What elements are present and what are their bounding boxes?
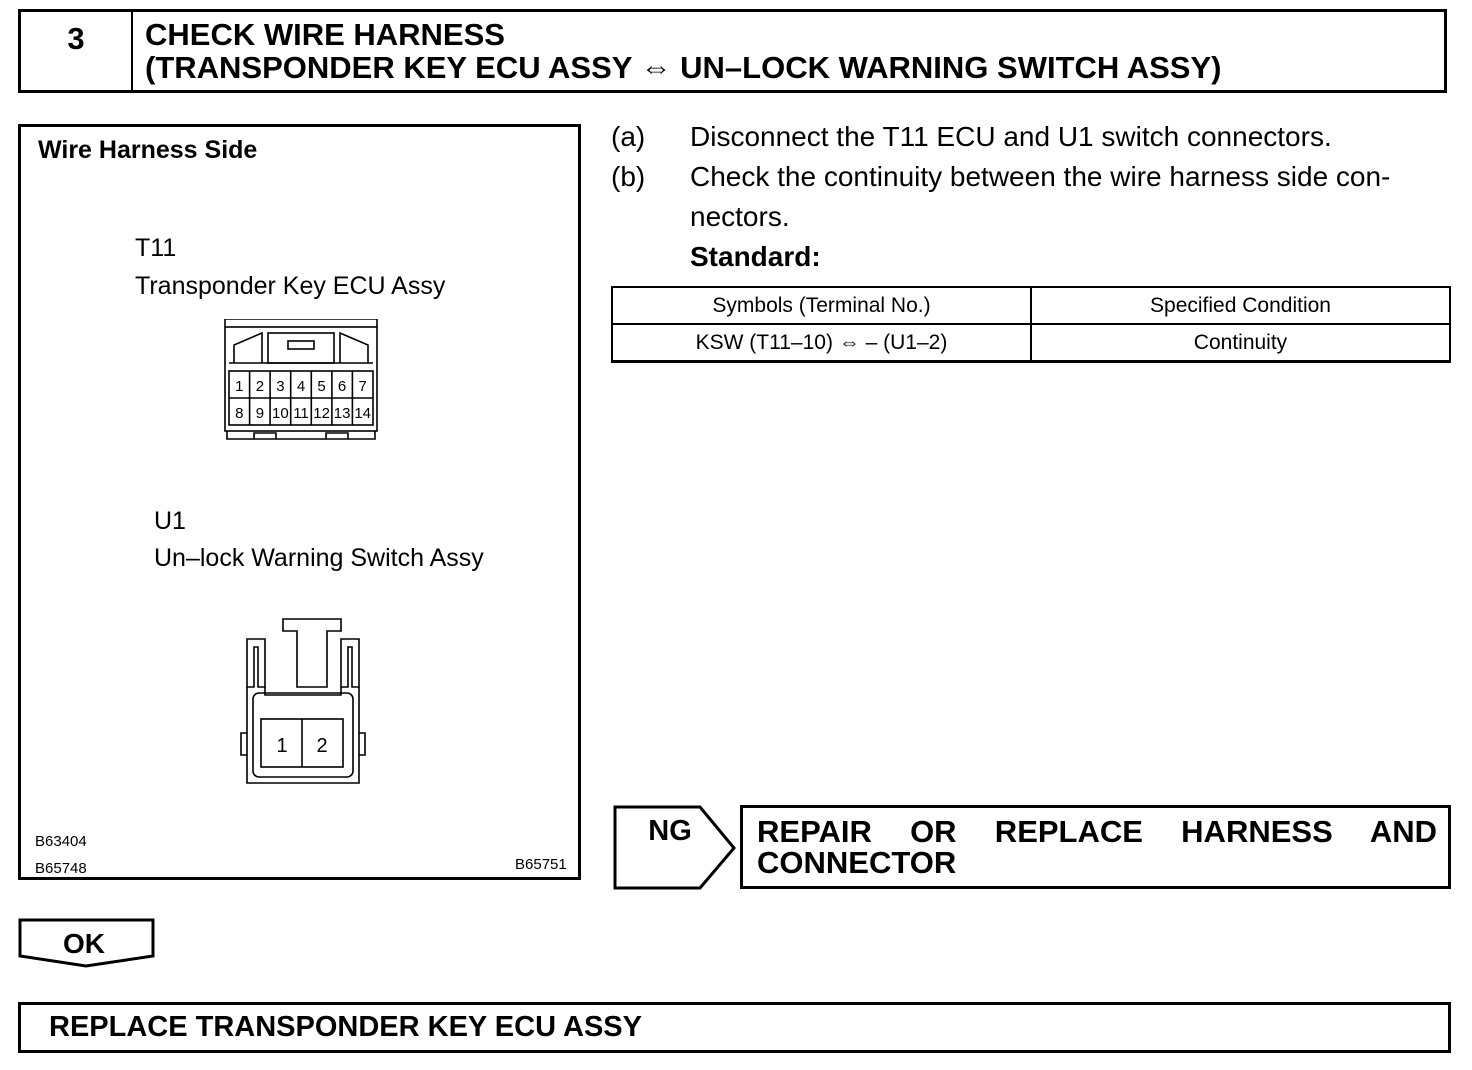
step-title-line2: (TRANSPONDER KEY ECU ASSY ⇔ UN–LOCK WARNING SWITCH ASSY) [145, 50, 1222, 85]
continuity-spec-table [611, 286, 1451, 363]
table-header-condition: Specified Condition [1031, 287, 1450, 324]
t11-pin-8: 8 [235, 405, 244, 422]
u1-pin-2: 2 [316, 735, 328, 757]
ng-action-box [740, 805, 1451, 889]
diagram-heading: Wire Harness Side [38, 136, 258, 164]
instruction-b-text-line1: Check the continuity between the wire harness side con- [690, 161, 1391, 192]
step-title [145, 18, 1221, 84]
t11-pin-5: 5 [317, 378, 326, 395]
t11-pin-12: 12 [313, 405, 330, 422]
ng-arrow [612, 805, 740, 891]
u1-connector-name: Un–lock Warning Switch Assy [154, 544, 484, 572]
table-header-row [612, 287, 1450, 324]
u1-connector-code: U1 [154, 507, 186, 535]
t11-pin-11: 11 [293, 405, 309, 422]
u1-pin-1: 1 [276, 735, 288, 757]
t11-connector-name: Transponder Key ECU Assy [135, 272, 446, 300]
t11-pin-13: 13 [333, 405, 351, 422]
step-header [18, 9, 1447, 93]
ok-arrow [18, 918, 156, 970]
t11-pin-14: 14 [354, 405, 372, 422]
ng-label: NG [648, 815, 692, 847]
t11-pin-2: 2 [255, 378, 265, 395]
instruction-b-marker: (b) [611, 161, 646, 192]
figure-code-right: B65751 [515, 856, 567, 873]
ng-action-text: REPAIR OR REPLACE HARNESS AND CONNECTOR [757, 814, 1437, 880]
t11-connector-code: T11 [135, 234, 177, 262]
final-action-text: REPLACE TRANSPONDER KEY ECU ASSY [49, 1011, 642, 1043]
step-number: 3 [21, 12, 133, 90]
t11-pin-10: 10 [272, 405, 289, 422]
instruction-b-text-line2: nectors. [690, 201, 790, 232]
t11-pin-6: 6 [337, 378, 347, 395]
instruction-a-text: Disconnect the T11 ECU and U1 switch connectors. [690, 121, 1332, 152]
u1-connector-diagram [231, 615, 381, 785]
t11-pin-7: 7 [358, 378, 367, 395]
t11-pin-9: 9 [255, 405, 265, 422]
table-row [612, 324, 1450, 362]
ok-label: OK [63, 928, 105, 959]
t11-pin-4: 4 [296, 378, 306, 395]
t11-connector-diagram [216, 319, 386, 445]
table-cell-symbols: KSW (T11–10) ⇔ – (U1–2) [612, 324, 1031, 362]
standard-label: Standard: [690, 241, 821, 272]
step-title-line1: CHECK WIRE HARNESS [145, 17, 505, 52]
figure-code-left-bottom: B65748 [35, 860, 87, 877]
instruction-a-marker: (a) [611, 121, 646, 152]
t11-pin-3: 3 [276, 378, 285, 395]
table-header-symbols: Symbols (Terminal No.) [612, 287, 1031, 324]
t11-pin-1: 1 [235, 378, 244, 395]
table-cell-condition: Continuity [1031, 324, 1450, 362]
wire-harness-diagram [18, 124, 581, 880]
final-action-box [18, 1002, 1451, 1053]
figure-code-left-top: B63404 [35, 833, 87, 850]
